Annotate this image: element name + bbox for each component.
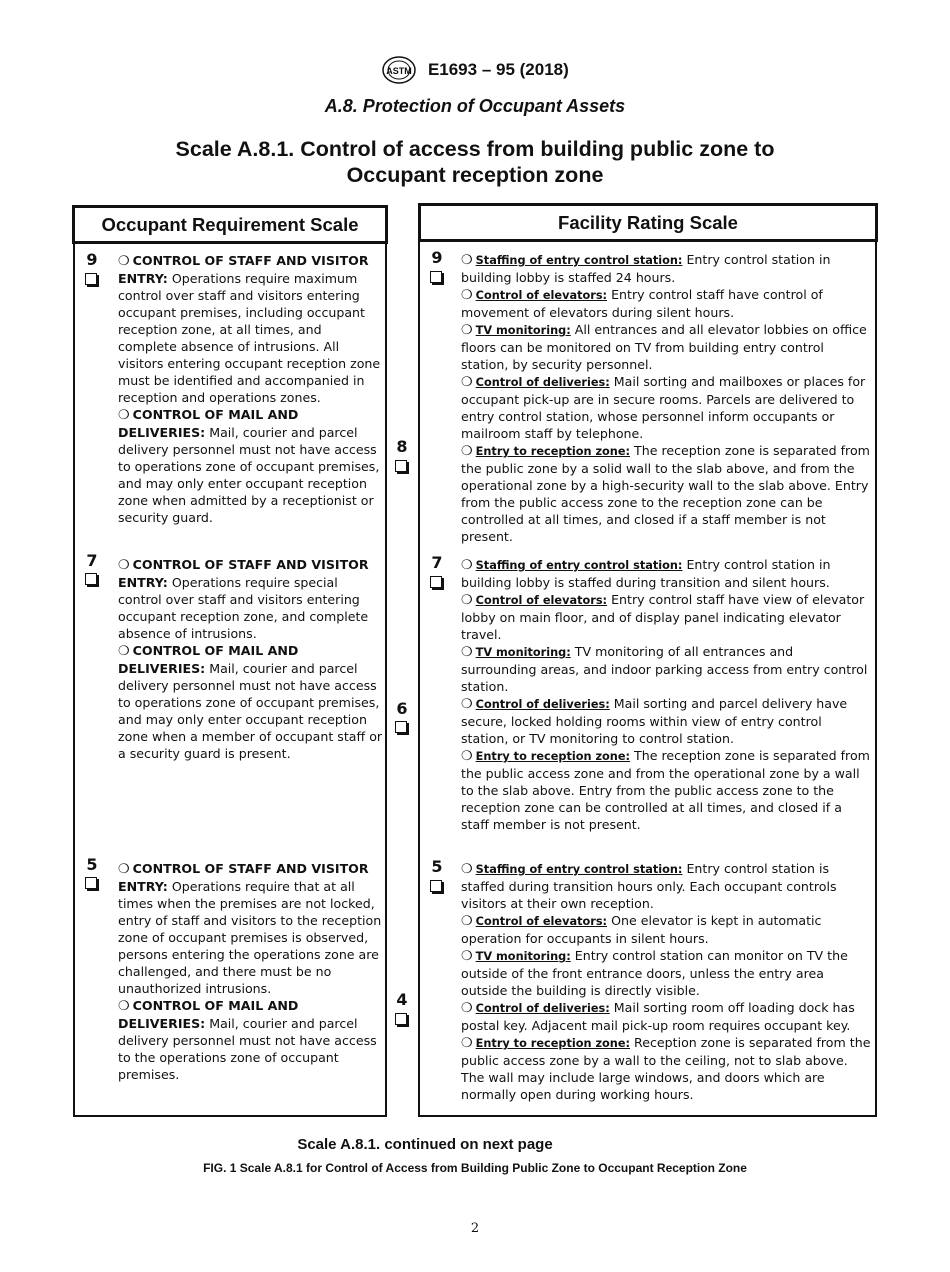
section-title: A.8. Protection of Occupant Assets [324,96,626,116]
facility-level-number: 5 [431,857,443,876]
circle-icon: ❍ [461,645,473,660]
circle-icon: ❍ [461,697,473,712]
circle-icon: ❍ [461,1036,473,1051]
circle-icon: ❍ [461,323,473,338]
circle-icon: ❍ [461,593,473,608]
circle-icon: ❍ [461,862,473,877]
facility-level-checkbox[interactable] [430,271,442,283]
facility-rating-scale-header: Facility Rating Scale [418,203,878,242]
occupant-level-checkbox[interactable] [85,573,97,585]
circle-icon: ❍ [461,288,473,303]
scale-title-line-2: Occupant reception zone [346,163,604,187]
occupant-level-number: 9 [86,250,98,269]
astm-logo-icon [381,55,417,85]
intermediate-level-checkbox[interactable] [395,460,407,472]
circle-icon: ❍ [118,862,130,877]
facility-level-5-text: ❍ Staffing of entry control station: Entry control station is staffed during transition hours only. Each occupant controls visitors at their own reception. ❍ Control of elevators: One elevator is kept in automatic operation for occupants in silent hours. ❍ TV monitoring: Entry control station can monitor on TV the outside of the front entrance doors, unless the entry area outside the building is directly visible. ❍ Control of deliveries: Mail sorting room off loading dock has postal key. Adjacent mail pick-up room requires occupant key. ❍ Entry to reception zone: Reception zone is separated from the public access zone by a wall to the ceiling, not to slab above. The wall may include large windows, and doors which are normally open during working hours. [461,861,871,1102]
circle-icon: ❍ [118,558,130,573]
facility-rating-column [418,242,877,1117]
circle-icon: ❍ [461,444,473,459]
circle-icon: ❍ [461,253,473,268]
occupant-level-number: 5 [86,855,98,874]
intermediate-level-checkbox[interactable] [395,1013,407,1025]
facility-level-checkbox[interactable] [430,576,442,588]
circle-icon: ❍ [461,375,473,390]
circle-icon: ❍ [461,949,473,964]
document-id: E1693 – 95 (2018) [427,60,569,79]
intermediate-level-checkbox[interactable] [395,721,407,733]
circle-icon: ❍ [118,999,130,1014]
intermediate-level-number: 8 [396,437,408,456]
occupant-level-7-text: ❍ CONTROL OF STAFF AND VISITOR ENTRY: Operations require special control over staff and visitors entering occupant reception zone, and complete absence of intrusions. ❍ CONTROL OF MAIL AND DELIVERIES: Mail, courier and parcel delivery personnel must not have access to operations zone of occupant premises, and may only enter occupant reception zone when a member of occupant staff or a security guard is present. [118,557,383,761]
circle-icon: ❍ [461,558,473,573]
facility-level-9-text: ❍ Staffing of entry control station: Entry control station in building lobby is staffed 24 hours. ❍ Control of elevators: Entry control staff have control of movement of elevators during silent hours. ❍ TV monitoring: All entrances and all elevator lobbies on office floors can be monitored on TV from building entry control station, by security personnel. ❍ Control of deliveries: Mail sorting and mailboxes or places for occupant pick-up are in secure rooms. Parcels are delivered to entry control station, whose personnel inform occupants or mailroom staff by telephone. ❍ Entry to reception zone: The reception zone is separated from the public zone by a solid wall to the slab above, and from the operational zone by a high-security wall to the slab above. Entry from the public access zone to the reception zone can be controlled at all times, and closed if a staff member is not present. [461,252,870,544]
facility-level-checkbox[interactable] [430,880,442,892]
page-number: 2 [470,1221,480,1236]
figure-caption: FIG. 1 Scale A.8.1 for Control of Access from Building Public Zone to Occupant Reception Zone [203,1161,747,1175]
svg-text:ASTM: ASTM [386,66,412,76]
continued-note: Scale A.8.1. continued on next page [297,1136,553,1153]
occupant-requirement-scale-header: Occupant Requirement Scale [72,205,388,244]
document-header [0,55,950,85]
circle-icon: ❍ [461,1001,473,1016]
occupant-level-number: 7 [86,551,98,570]
scale-title-line-1: Scale A.8.1. Control of access from building public zone to [175,137,775,161]
circle-icon: ❍ [118,254,130,269]
circle-icon: ❍ [118,408,130,423]
circle-icon: ❍ [461,914,473,929]
scale-title [0,136,950,188]
occupant-level-5-text: ❍ CONTROL OF STAFF AND VISITOR ENTRY: Operations require that at all times when the premises are not locked, entry of staff and visitors to the reception zone of occupant premises is observed, persons entering the operations zone are challenged, and there must be no unauthorized intrusions. ❍ CONTROL OF MAIL AND DELIVERIES: Mail, courier and parcel delivery personnel must not have access to the operations zone of occupant premises. [118,861,382,1082]
occupant-level-9-text: ❍ CONTROL OF STAFF AND VISITOR ENTRY: Operations require maximum control over staff and visitors entering occupant premises, including occupant reception zone, at all times, and complete absence of intrusions. All visitors entering occupant reception zone must be identified and accompanied in reception and operations zones. ❍ CONTROL OF MAIL AND DELIVERIES: Mail, courier and parcel delivery personnel must not have access to operations zone of occupant premises, and may only enter occupant reception zone when admitted by a receptionist or security guard. [118,253,381,525]
facility-level-number: 7 [431,553,443,572]
circle-icon: ❍ [118,644,130,659]
occupant-requirement-column [73,242,387,1117]
facility-level-number: 9 [431,248,443,267]
circle-icon: ❍ [461,749,473,764]
intermediate-level-number: 6 [396,699,408,718]
intermediate-level-number: 4 [396,990,408,1009]
occupant-level-checkbox[interactable] [85,273,97,285]
occupant-level-checkbox[interactable] [85,877,97,889]
facility-level-7-text: ❍ Staffing of entry control station: Entry control station in building lobby is staffed during transition and silent hours. ❍ Control of elevators: Entry control staff have view of elevator lobby on main floor, and of display panel indicating elevator travel. ❍ TV monitoring: TV monitoring of all entrances and surrounding areas, and indoor parking access from entry control station. ❍ Control of deliveries: Mail sorting and parcel delivery have secure, locked holding rooms within view of entry control station, or TV monitoring to control station. ❍ Entry to reception zone: The reception zone is separated from the public access zone and from the operational zone by a wall to the slab above. Entry from the public access zone to the reception zone can be controlled at all times, and closed if a staff member is not present. [461,557,870,832]
